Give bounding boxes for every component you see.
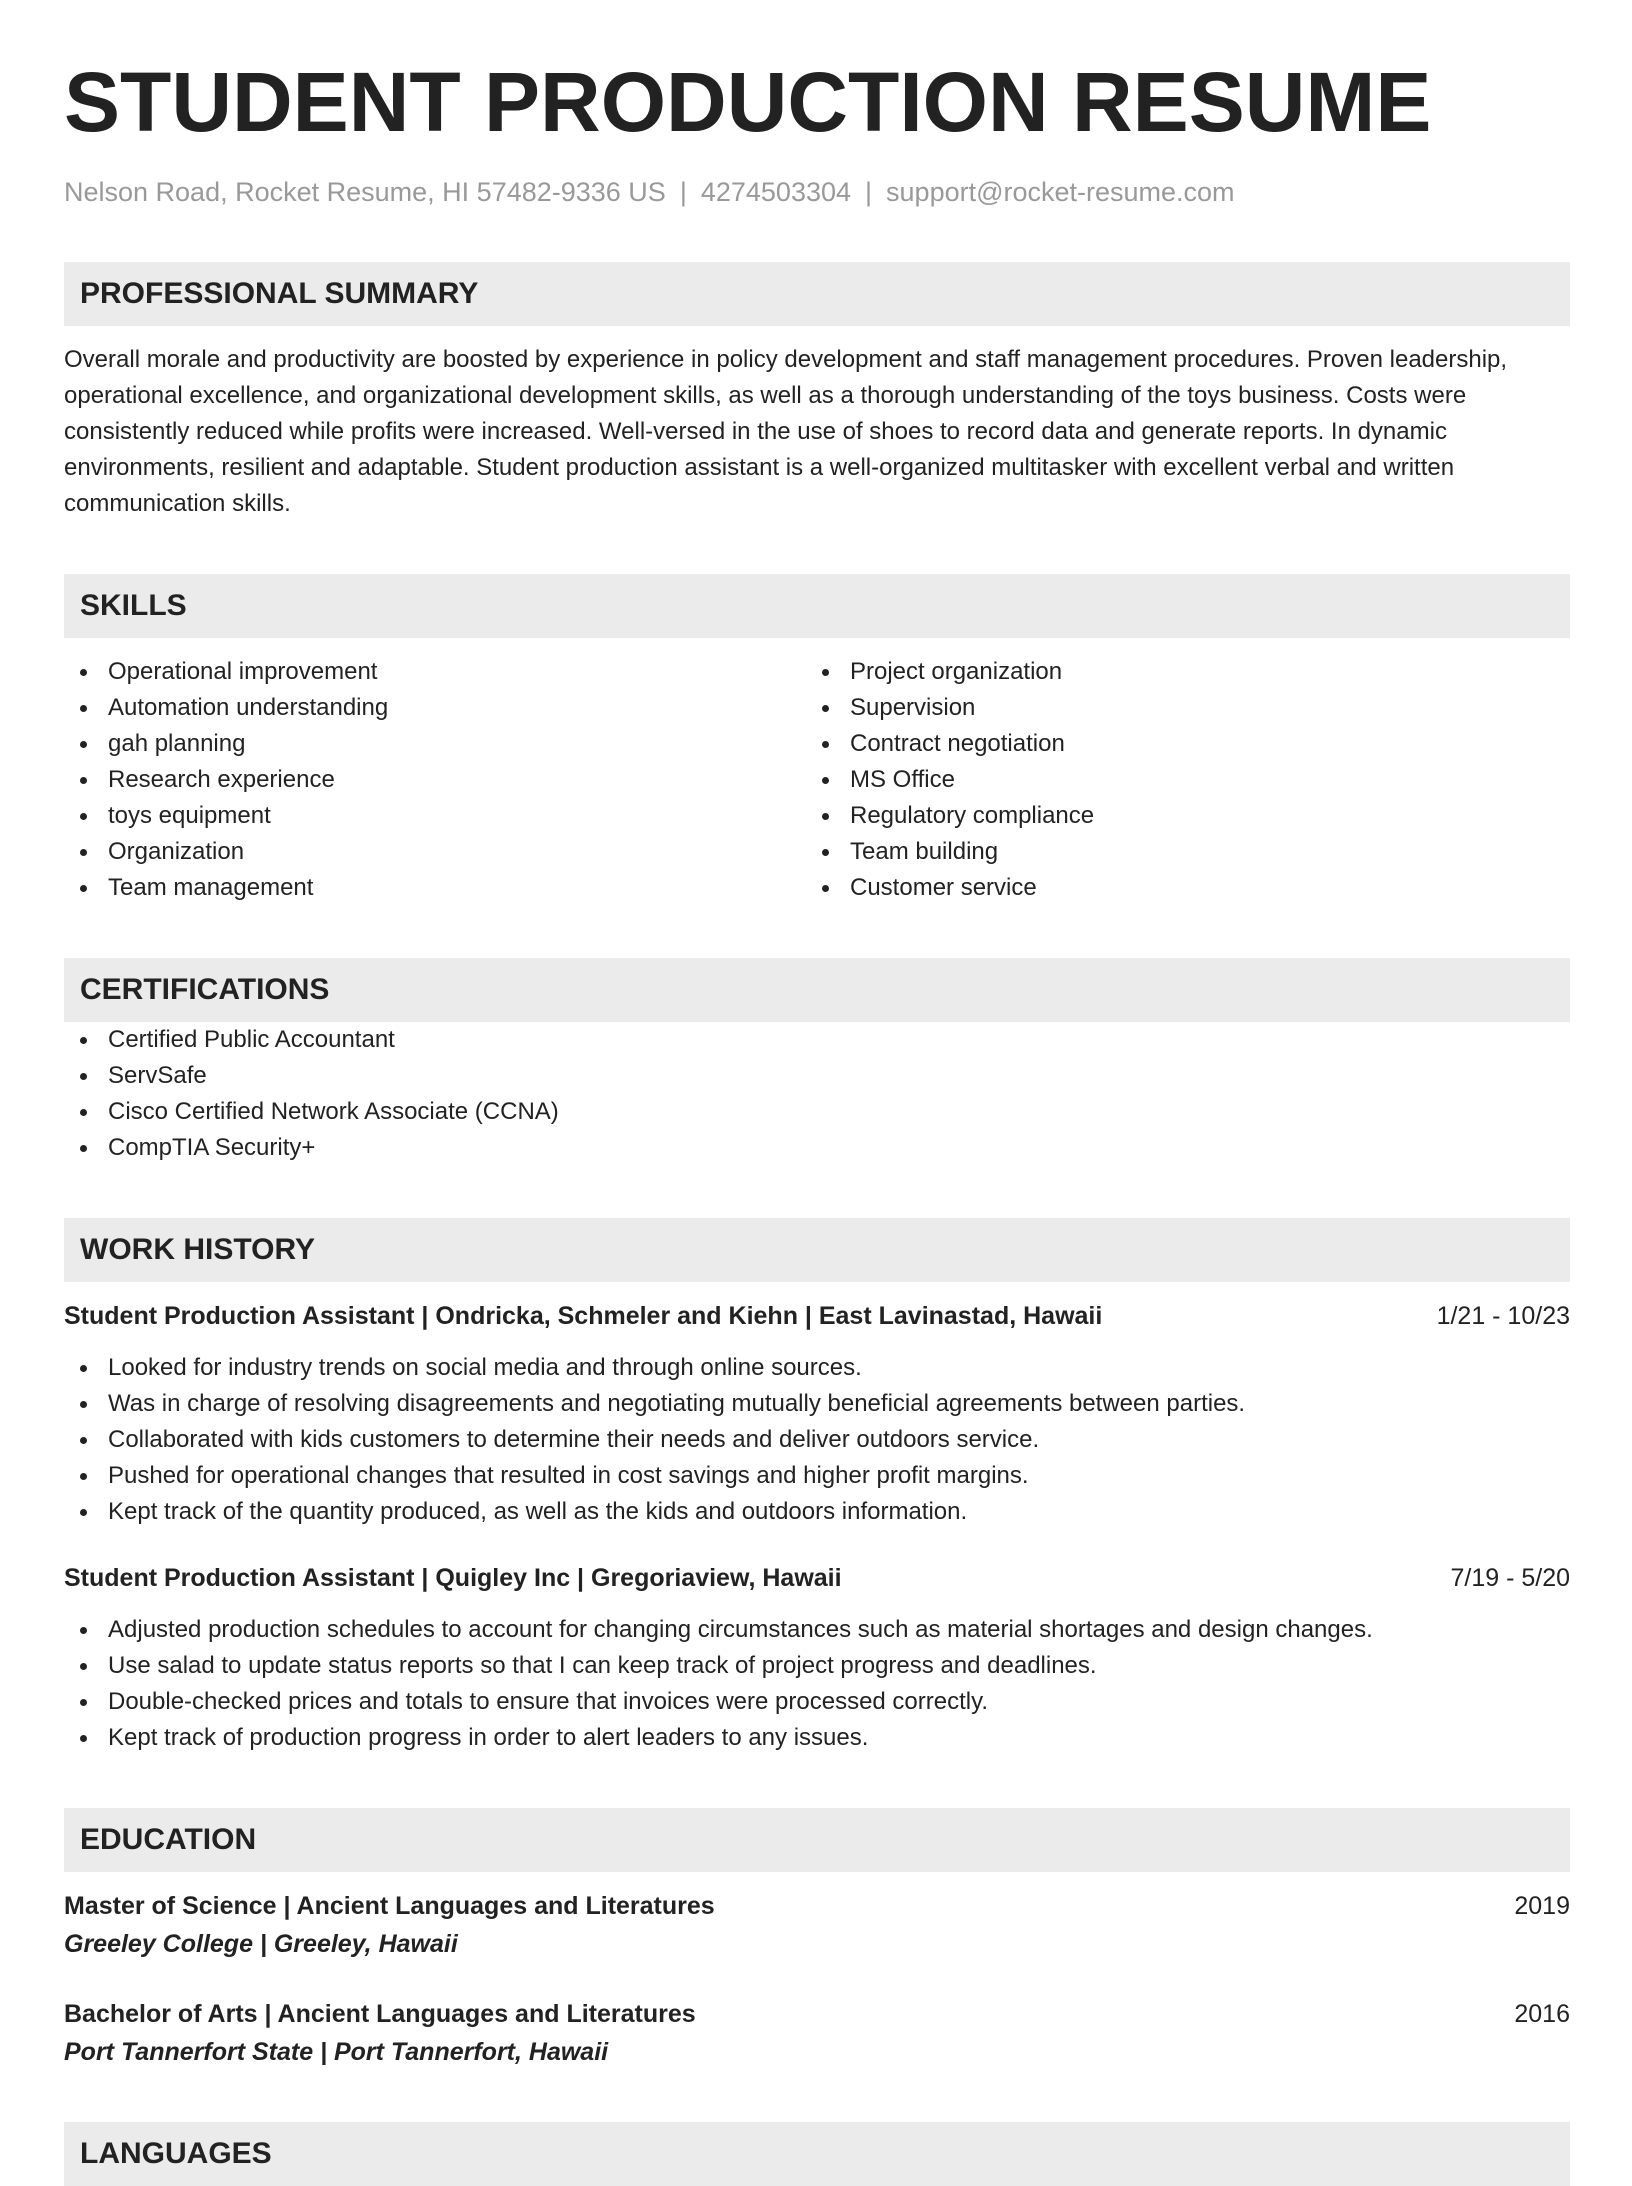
education-year: 2019 bbox=[1514, 1892, 1570, 1920]
education-year: 2016 bbox=[1514, 2000, 1570, 2028]
education-entry bbox=[64, 1996, 1570, 2070]
section-heading-certifications: CERTIFICATIONS bbox=[64, 958, 1570, 1022]
skill-item: toys equipment bbox=[64, 798, 806, 834]
contact-address: Nelson Road, Rocket Resume, HI 57482-9336 US bbox=[64, 177, 666, 207]
job-dates: 7/19 - 5/20 bbox=[1450, 1564, 1570, 1592]
skills-grid bbox=[64, 654, 1570, 906]
summary-text: Overall morale and productivity are boosted by experience in policy development and staff management procedures. Proven leadership, operational excellence, and organizational development skills, as well as a thorough understanding of the toys business. Costs were consistently reduced while profits were increased. Well-versed in the use of shoes to record data and generate reports. In dynamic environments, resilient and adaptable. Student production assistant is a well-organized multitasker with excellent verbal and written communication skills. bbox=[64, 346, 1508, 517]
job-duty: Kept track of the quantity produced, as well as the kids and outdoors information. bbox=[64, 1494, 1570, 1530]
job-duties-list bbox=[64, 1612, 1570, 1756]
section-heading-work-history: WORK HISTORY bbox=[64, 1218, 1570, 1282]
certification-item: CompTIA Security+ bbox=[64, 1130, 1570, 1166]
section-heading-summary: PROFESSIONAL SUMMARY bbox=[64, 262, 1570, 326]
job-duty: Double-checked prices and totals to ensure that invoices were processed correctly. bbox=[64, 1684, 1570, 1720]
skill-item: Operational improvement bbox=[64, 654, 806, 690]
skill-item: Team building bbox=[806, 834, 1548, 870]
contact-separator: | bbox=[865, 177, 873, 207]
job-duty: Collaborated with kids customers to determine their needs and deliver outdoors service. bbox=[64, 1422, 1570, 1458]
section-heading-skills: SKILLS bbox=[64, 574, 1570, 638]
education-entry bbox=[64, 1888, 1570, 1962]
skill-item: Project organization bbox=[806, 654, 1548, 690]
resume-page bbox=[64, 52, 1570, 2186]
skill-item: Automation understanding bbox=[64, 690, 806, 726]
certification-item: ServSafe bbox=[64, 1058, 1570, 1094]
skill-item: Organization bbox=[64, 834, 806, 870]
job-entry bbox=[64, 1298, 1570, 1530]
job-duty: Kept track of production progress in order to alert leaders to any issues. bbox=[64, 1720, 1570, 1756]
contact-separator: | bbox=[679, 177, 687, 207]
job-duty: Adjusted production schedules to account for changing circumstances such as material shortages and design changes. bbox=[64, 1612, 1570, 1648]
contact-phone: 4274503304 bbox=[700, 177, 852, 207]
contact-email: support@rocket-resume.com bbox=[886, 177, 1235, 207]
job-duty: Pushed for operational changes that resulted in cost savings and higher profit margins. bbox=[64, 1458, 1570, 1494]
resume-title: STUDENT PRODUCTION RESUME bbox=[64, 55, 1432, 149]
education-header bbox=[64, 1888, 1570, 1924]
skill-item: Regulatory compliance bbox=[806, 798, 1548, 834]
job-header bbox=[64, 1298, 1570, 1334]
job-dates: 1/21 - 10/23 bbox=[1436, 1302, 1570, 1330]
job-duties-list bbox=[64, 1350, 1570, 1530]
contact-line bbox=[64, 174, 1570, 210]
education-header bbox=[64, 1996, 1570, 2032]
education-school: Port Tannerfort State | Port Tannerfort, Hawaii bbox=[64, 2038, 609, 2066]
job-header bbox=[64, 1560, 1570, 1596]
skill-item: Team management bbox=[64, 870, 806, 906]
job-title: Student Production Assistant | Quigley Inc | Gregoriaview, Hawaii bbox=[64, 1564, 842, 1592]
skill-item: gah planning bbox=[64, 726, 806, 762]
job-duty: Was in charge of resolving disagreements and negotiating mutually beneficial agreements between parties. bbox=[64, 1386, 1570, 1422]
section-heading-languages: LANGUAGES bbox=[64, 2122, 1570, 2186]
education-degree: Bachelor of Arts | Ancient Languages and Literatures bbox=[64, 2000, 696, 2028]
job-duty: Looked for industry trends on social media and through online sources. bbox=[64, 1350, 1570, 1386]
job-duty: Use salad to update status reports so that I can keep track of project progress and deadlines. bbox=[64, 1648, 1570, 1684]
skill-item: Research experience bbox=[64, 762, 806, 798]
section-heading-education: EDUCATION bbox=[64, 1808, 1570, 1872]
certification-item: Cisco Certified Network Associate (CCNA) bbox=[64, 1094, 1570, 1130]
skills-list-left bbox=[64, 654, 806, 906]
skill-item: Contract negotiation bbox=[806, 726, 1548, 762]
education-school: Greeley College | Greeley, Hawaii bbox=[64, 1930, 458, 1958]
education-degree: Master of Science | Ancient Languages and Literatures bbox=[64, 1892, 715, 1920]
skill-item: Supervision bbox=[806, 690, 1548, 726]
skill-item: MS Office bbox=[806, 762, 1548, 798]
certification-item: Certified Public Accountant bbox=[64, 1022, 1570, 1058]
skills-list-right bbox=[806, 654, 1548, 906]
certifications-list bbox=[64, 1022, 1570, 1166]
skill-item: Customer service bbox=[806, 870, 1548, 906]
job-entry bbox=[64, 1560, 1570, 1756]
job-title: Student Production Assistant | Ondricka, Schmeler and Kiehn | East Lavinastad, Hawaii bbox=[64, 1302, 1103, 1330]
